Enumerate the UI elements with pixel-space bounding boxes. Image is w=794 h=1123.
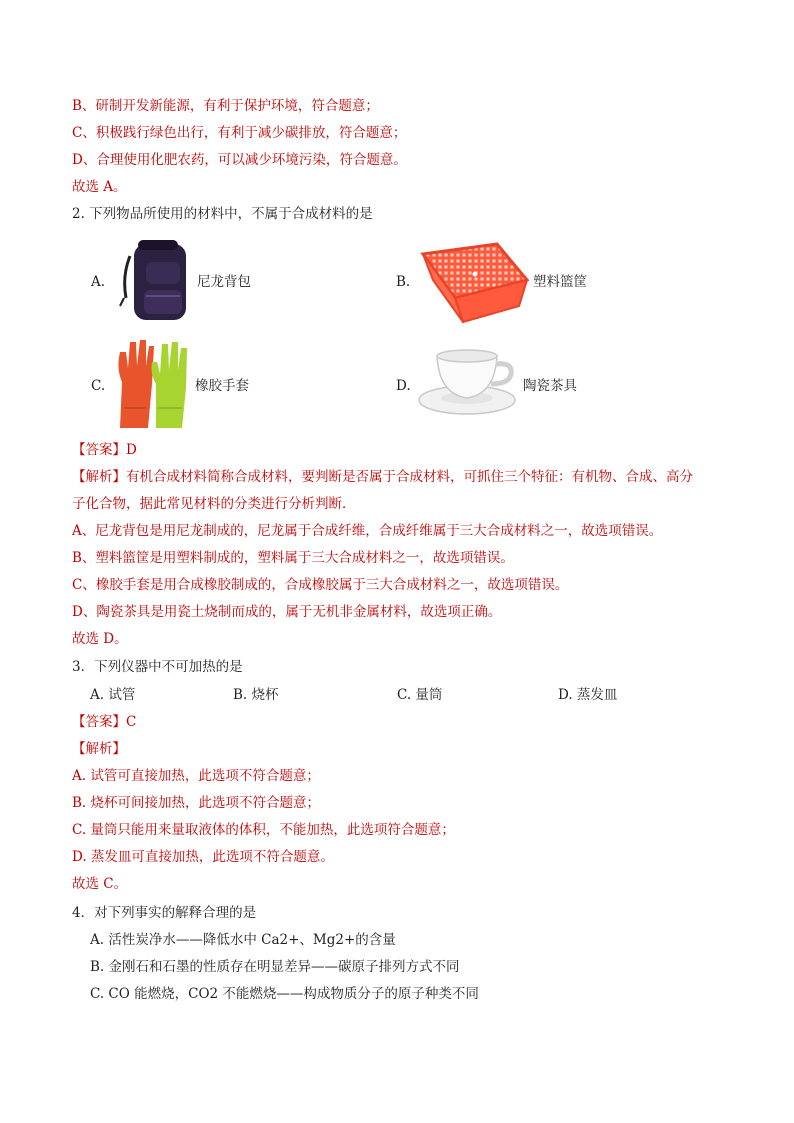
q4-option-c: C. CO 能燃烧，CO2 不能燃烧——构成物质分子的原子种类不同 xyxy=(90,986,479,1002)
q3-option-a: A. 试管 xyxy=(90,687,136,703)
q2-analysis-line-1 xyxy=(72,468,693,486)
plastic-basket-icon xyxy=(419,240,529,324)
q4-option-a: A. 活性炭净水——降低水中 Ca2+、Mg2+的含量 xyxy=(90,932,396,948)
q3-conclusion: 故选 C。 xyxy=(72,876,128,892)
q3-option-d: D. 蒸发皿 xyxy=(558,687,618,703)
q2-analysis-label: 【解析】 xyxy=(72,469,126,485)
q2-option-c-letter: C. xyxy=(91,378,106,394)
q2-option-a-explanation: A、尼龙背包是用尼龙制成的，尼龙属于合成纤维，合成纤维属于三大合成材料之一，故选项错误。 xyxy=(72,523,663,539)
q2-option-d-text: 陶瓷茶具 xyxy=(523,378,577,394)
q2-option-c-text: 橡胶手套 xyxy=(195,378,249,394)
q1-option-b-explanation: B、研制开发新能源，有利于保护环境，符合题意； xyxy=(72,98,379,114)
q4-option-b: B. 金刚石和石墨的性质存在明显差异——碳原子排列方式不同 xyxy=(90,959,460,975)
q2-option-d-letter: D. xyxy=(396,378,411,394)
q1-option-d-explanation: D、合理使用化肥农药，可以减少环境污染，符合题意。 xyxy=(72,152,407,168)
q3-option-d-explanation: D. 蒸发皿可直接加热，此选项不符合题意。 xyxy=(72,849,334,865)
q1-conclusion: 故选 A。 xyxy=(72,179,127,195)
q4-stem: 4．对下列事实的解释合理的是 xyxy=(72,905,257,921)
q1-option-c-explanation: C、积极践行绿色出行，有利于减少碳排放，符合题意； xyxy=(72,125,407,141)
q3-option-b-explanation: B. 烧杯可间接加热，此选项不符合题意； xyxy=(72,795,321,811)
rubber-gloves-icon xyxy=(112,338,194,430)
q2-option-d-explanation: D、陶瓷茶具是用瓷土烧制而成的，属于无机非金属材料，故选项正确。 xyxy=(72,604,502,620)
q2-option-a-text: 尼龙背包 xyxy=(197,274,251,290)
q3-option-c-explanation: C. 量筒只能用来量取液体的体积，不能加热，此选项符合题意； xyxy=(72,822,455,838)
q2-analysis-text-1: 有机合成材料简称合成材料，要判断是否属于合成材料，可抓住三个特征：有机物、合成、高分 xyxy=(126,469,693,485)
q3-analysis-label: 【解析】 xyxy=(72,741,126,757)
backpack-icon xyxy=(116,236,196,324)
q3-option-a-explanation: A. 试管可直接加热，此选项不符合题意； xyxy=(72,768,320,784)
q3-answer: 【答案】C xyxy=(72,714,137,730)
q2-option-c-explanation: C、橡胶手套是用合成橡胶制成的，合成橡胶属于三大合成材料之一，故选项错误。 xyxy=(72,577,569,593)
q2-answer: 【答案】D xyxy=(72,442,137,458)
q3-option-b: B. 烧杯 xyxy=(233,687,279,703)
q3-option-c: C. 量筒 xyxy=(397,687,443,703)
q2-option-b-text: 塑料篮筐 xyxy=(533,274,587,290)
q2-option-b-letter: B. xyxy=(396,274,411,290)
teacup-icon xyxy=(417,346,519,418)
q2-stem: 2. 下列物品所使用的材料中，不属于合成材料的是 xyxy=(72,206,373,222)
q2-analysis-line-2: 子化合物，据此常见材料的分类进行分析判断． xyxy=(72,496,356,512)
q2-option-b-explanation: B、塑料篮筐是用塑料制成的，塑料属于三大合成材料之一，故选项错误。 xyxy=(72,550,514,566)
q3-stem: 3．下列仪器中不可加热的是 xyxy=(72,659,243,675)
q2-option-a-letter: A. xyxy=(91,274,106,290)
q2-conclusion: 故选 D。 xyxy=(72,631,128,647)
